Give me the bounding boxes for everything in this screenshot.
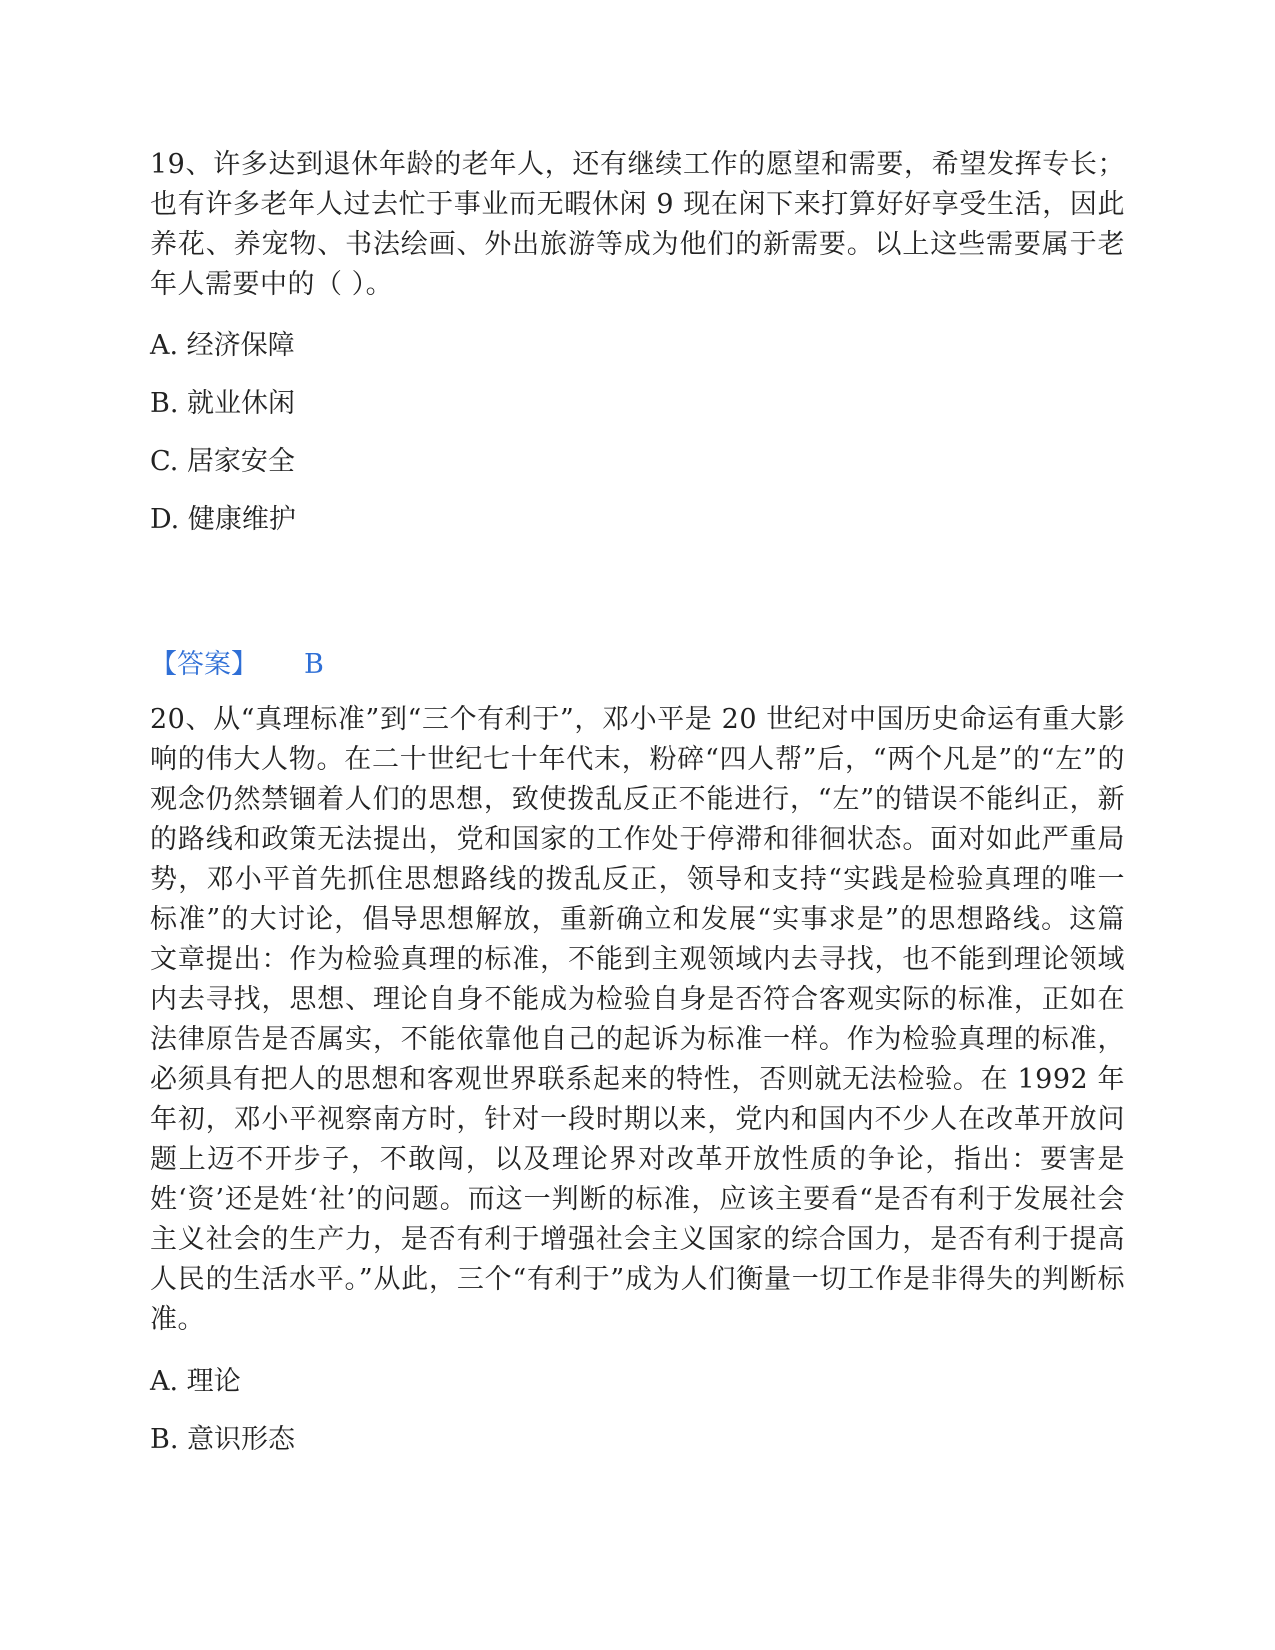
question-20 (150, 700, 1125, 1340)
question-19-text: 19、许多达到退休年龄的老年人，还有继续工作的愿望和需要，希望发挥专长；也有许多老年人过去忙于事业而无暇休闲 9 现在闲下来打算好好享受生活，因此养花、养宠物、书法绘画、外出旅游等成为他们的新需要。以上这些需要属于老年人需要中的（ ）。 (150, 149, 1125, 300)
answer-value: B (304, 649, 324, 680)
option-b: B. 就业休闲 (150, 388, 296, 419)
option-a: A. 经济保障 (150, 330, 295, 361)
option-b: B. 意识形态 (150, 1424, 296, 1455)
question-19-options (150, 326, 1125, 558)
question-20-text: 20、从“真理标准”到“三个有利于”，邓小平是 20 世纪对中国历史命运有重大影响的伟大人物。在二十世纪七十年代末，粉碎“四人帮”后，“两个凡是”的“左”的观念仍然禁锢着人们的思想，致使拨乱反正不能进行，“左”的错误不能纠正，新的路线和政策无法提出，党和国家的工作处于停滞和徘徊状态。面对如此严重局势，邓小平首先抓住思想路线的拨乱反正，领导和支持“实践是检验真理的唯一标准”的大讨论，倡导思想解放，重新确立和发展“实事求是”的思想路线。这篇文章提出：作为检验真理的标准，不能到主观领域内去寻找，也不能到理论领域内去寻找，思想、理论自身不能成为检验自身是否符合客观实际的标准，正如在法律原告是否属实，不能依靠他自己的起诉为标准一样。作为检验真理的标准，必须具有把人的思想和客观世界联系起来的特性，否则就无法检验。在 1992 年年初，邓小平视察南方时，针对一段时期以来，党内和国内不少人在改革开放问题上迈不开步子，不敢闯，以及理论界对改革开放性质的争论，指出：要害是姓‘资’还是姓‘社’的问题。而这一判断的标准，应该主要看“是否有利于发展社会主义社会的生产力，是否有利于增强社会主义国家的综合国力，是否有利于提高人民的生活水平。”从此，三个“有利于”成为人们衡量一切工作是非得失的判断标准。 (150, 704, 1125, 1335)
option-d: D. 健康维护 (150, 504, 296, 535)
question-19 (150, 145, 1125, 305)
answer-label: 【答案】 (150, 649, 258, 680)
answer-line (150, 645, 1125, 685)
option-a: A. 理论 (150, 1366, 241, 1397)
question-20-options (150, 1362, 1125, 1478)
option-c: C. 居家安全 (150, 446, 295, 477)
